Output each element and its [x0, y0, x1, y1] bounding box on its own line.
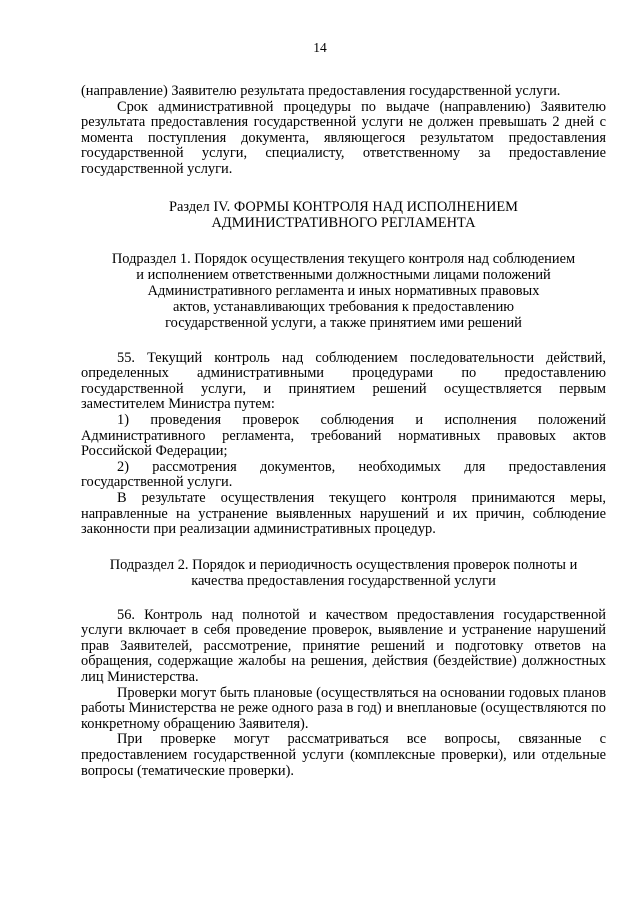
paragraph-56-inspections: Проверки могут быть плановые (осуществляться на основании годовых планов работы Министерства не реже одного раза в год) и внеплановые (осуществляются по конкретному обращению Заявителя). — [81, 684, 606, 732]
paragraph-55: 55. Текущий контроль над соблюдением последовательности действий, определенных административными процедурами по предоставлению государственной услуги, и принятием решений осуществляется первым заместителем Министра путем: — [81, 349, 606, 413]
section-title — [81, 199, 606, 231]
intro-paragraph-2: Срок административной процедуры по выдаче (направлению) Заявителю результата предоставления государственной услуги не должен превышать 2 дней с момента поступления документа, являющегося результатом предоставления государственной услуги, специалисту, ответственному за предоставление государственной услуги. — [81, 98, 606, 177]
subsection-1-heading-line: актов, устанавливающих требования к предоставлению — [172, 298, 515, 315]
paragraph-55-item-2: 2) рассмотрения документов, необходимых для предоставления государственной услуги. — [81, 458, 606, 491]
subsection-2-heading-line: Подраздел 2. Порядок и периодичность осуществления проверок полноты и — [109, 556, 578, 573]
document-body — [81, 84, 606, 779]
paragraph-55-item-1: 1) проведения проверок соблюдения и исполнения положений Административного регламента, требований нормативных правовых актов Российской Федерации; — [81, 411, 606, 460]
paragraph-55-result: В результате осуществления текущего контроля принимаются меры, направленные на устранение выявленных нарушений и их причин, соблюдение законности при реализации административных процедур. — [81, 489, 606, 538]
subsection-1-heading-line: Подраздел 1. Порядок осуществления текущего контроля над соблюдением — [111, 250, 576, 267]
subsection-1-heading-line: Административного регламента и иных нормативных правовых — [147, 282, 540, 299]
paragraph-56: 56. Контроль над полнотой и качеством предоставления государственной услуги включает в себя проведение проверок, выявление и устранение нарушений прав Заявителей, рассмотрение, принятие решений и подготовку ответов на обращения, содержащие жалобы на решения, действия (бездействие) должностных лиц Министерства. — [81, 606, 606, 686]
subsection-1-heading — [81, 251, 606, 331]
page-number: 14 — [313, 40, 327, 55]
subsection-1-heading-line: государственной услуги, а также принятием ими решений — [165, 314, 522, 331]
intro-paragraph-1: (направление) Заявителю результата предоставления государственной услуги. — [81, 83, 561, 99]
section-title-line-1: Раздел IV. ФОРМЫ КОНТРОЛЯ НАД ИСПОЛНЕНИЕМ — [169, 198, 518, 215]
subsection-2-heading-line: качества предоставления государственной услуги — [191, 572, 496, 589]
subsection-1-heading-line: и исполнением ответственными должностными лицами положений — [136, 266, 551, 283]
paragraph-56-scope: При проверке могут рассматриваться все вопросы, связанные с предоставлением государственной услуги (комплексные проверки), или отдельные вопросы (тематические проверки). — [81, 731, 606, 779]
subsection-2-heading — [81, 557, 606, 589]
section-title-line-2: АДМИНИСТРАТИВНОГО РЕГЛАМЕНТА — [211, 214, 476, 231]
